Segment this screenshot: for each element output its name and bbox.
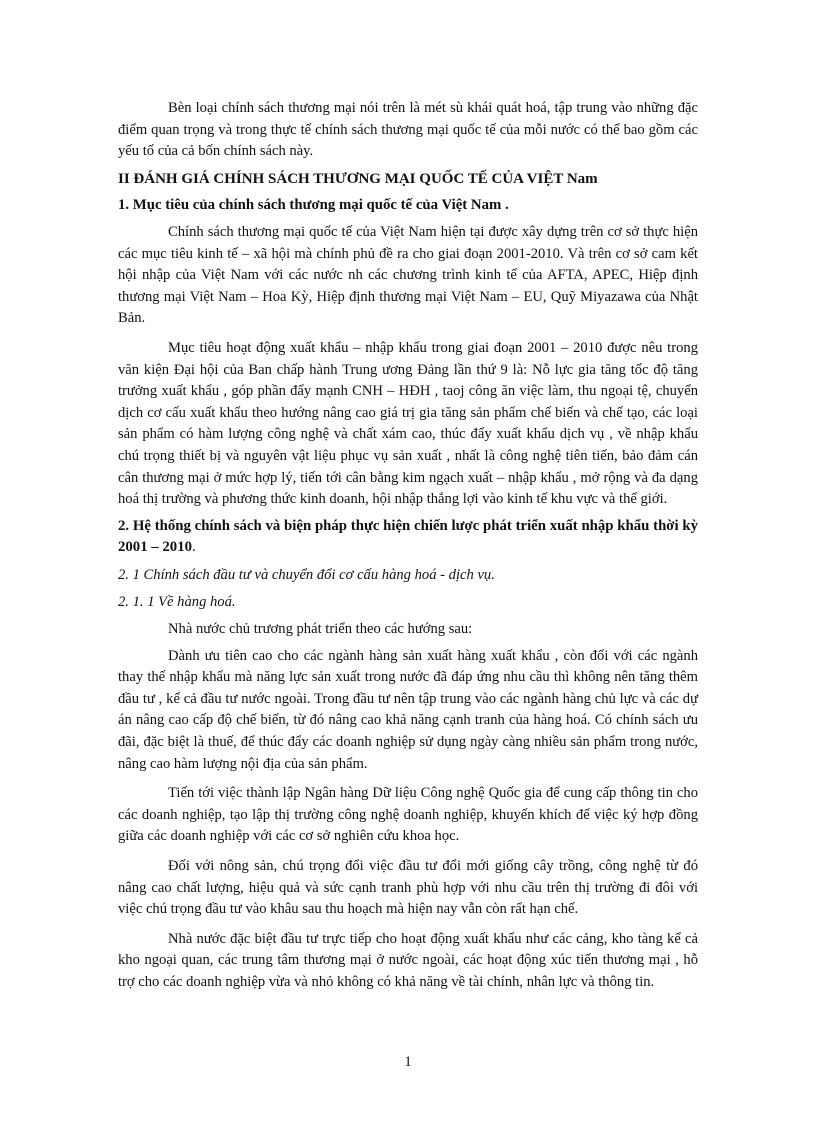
- paragraph-export-objectives: Mục tiêu hoạt động xuất khẩu – nhập khẩu trong giai đoạn 2001 – 2010 được nêu trong văn kiện Đại hội của Ban chấp hành Trung ương Đảng lần thứ 9 là: Nỗ lực gia tăng tốc độ tăng trưởng xuất khẩu , góp phần đẩy mạnh CNH – HĐH , taoj công ăn việc làm, thu ngoại tệ, chuyển dịch cơ cấu xuất khẩu theo hướng nâng cao giá trị gia tăng sản phẩm chế biến và chế tạo, các loại sản phẩm có hàm lượng công nghệ và chất xám cao, thúc đẩy xuất khẩu dịch vụ , về nhập khẩu chú trọng thiết bị và nguyên vật liệu phục vụ sản xuất , nhất là công nghệ tiên tiến, bảo đảm cán cân thương mại ở mức hợp lý, tiến tới cân bằng kim ngạch xuất – nhập khẩu , mở rộng và đa dạng hoá thị trường và phương thức kinh doanh, hội nhập thắng lợi vào kinh tế khu vực và thế giới.: [118, 339, 698, 508]
- heading-2-policy-system: [118, 516, 698, 559]
- paragraph-policy-basis: Chính sách thương mại quốc tế của Việt Nam hiện tại được xây dựng trên cơ sở thực hiện các mục tiêu kinh tế – xã hội mà chính phủ đề ra cho giai đoạn 2001-2010. Và trên cơ sở cam kết hội nhập của Việt Nam với các nước nh các chương trình kinh tế của AFTA, APEC, Hiệp định thương mại Việt Nam – Hoa Kỳ, Hiệp định thương mại Việt Nam – EU, Quỹ Miyazawa của Nhật Bản.: [118, 223, 698, 327]
- paragraph-state-investment: Nhà nước đặc biệt đầu tư trực tiếp cho hoạt động xuất khẩu như các cảng, kho tàng kể cả kho ngoại quan, các trung tâm thương mại ở nước ngoài, các hoạt động xúc tiến thương mại , hỗ trợ cho các doanh nghiệp vừa và nhỏ không có khả năng về tài chính, nhân lực và thông tin.: [118, 930, 698, 990]
- paragraph-intro: Bèn loại chính sách thương mại nói trên là mét sù khái quát hoá, tập trung vào những đặc điểm quan trọng và trong thực tế chính sách thương mại quốc tế của mỗi nước có thể bao gồm các yếu tố của cả bốn chính sách này.: [118, 100, 698, 160]
- page-number: 1: [404, 1054, 412, 1070]
- section-heading-2: II ĐÁNH GIÁ CHÍNH SÁCH THƯƠNG MẠI QUỐC TẾ CỦA VIỆT Nam: [118, 170, 598, 187]
- heading-2-1-1-goods: 2. 1. 1 Về hàng hoá.: [118, 594, 236, 611]
- heading-2-tail: .: [191, 539, 196, 556]
- paragraph-priority-export: Dành ưu tiên cao cho các ngành hàng sản xuất hàng xuất khẩu , còn đối với các ngành thay thế nhập khẩu mà năng lực sản xuất trong nước đã đáp ứng nhu cầu thì không nên tăng thêm đầu tư , kể cả đầu tư nước ngoài. Trong đầu tư nên tập trung vào các ngành hàng chủ lực và các dự án nâng cao cấp độ chế biến, từ đó nâng cao khả năng cạnh tranh của hàng hoá. Có chính sách ưu đãi, đặc biệt là thuế, để thúc đẩy các doanh nghiệp sử dụng ngày càng nhiều sản phẩm trong nước, nâng cao hàm lượng nội địa của sản phẩm.: [118, 647, 698, 772]
- document-page: [118, 98, 698, 994]
- paragraph-state-direction: Nhà nước chủ trương phát triển theo các hướng sau:: [168, 621, 473, 638]
- heading-2-text: 2. Hệ thống chính sách và biện pháp thực hiện chiến lược phát triển xuất nhập khẩu thời kỳ 2001 – 2010: [118, 517, 698, 556]
- paragraph-tech-databank: Tiến tới việc thành lập Ngân hàng Dữ liệu Công nghệ Quốc gia để cung cấp thông tin cho các doanh nghiệp, tạo lập thị trường công nghệ doanh nghiệp, khuyến khích để việc ký hợp đồng giữa các doanh nghiệp với các cơ sở nghiên cứu khoa học.: [118, 785, 698, 845]
- heading-1-objectives: 1. Mục tiêu của chính sách thương mại quốc tế của Việt Nam .: [118, 197, 509, 214]
- paragraph-agriculture: Đối với nông sản, chú trọng đổi việc đầu tư đổi mới giống cây trồng, công nghệ từ đó nâng cao chất lượng, hiệu quả và sức cạnh tranh phù hợp với nhu cầu trên thị trường đi đôi với việc chú trọng đầu tư vào khâu sau thu hoạch mà hiện nay vẫn còn rất hạn chế.: [118, 858, 698, 918]
- heading-2-1-investment: 2. 1 Chính sách đầu tư và chuyển đổi cơ cấu hàng hoá - dịch vụ.: [118, 566, 495, 583]
